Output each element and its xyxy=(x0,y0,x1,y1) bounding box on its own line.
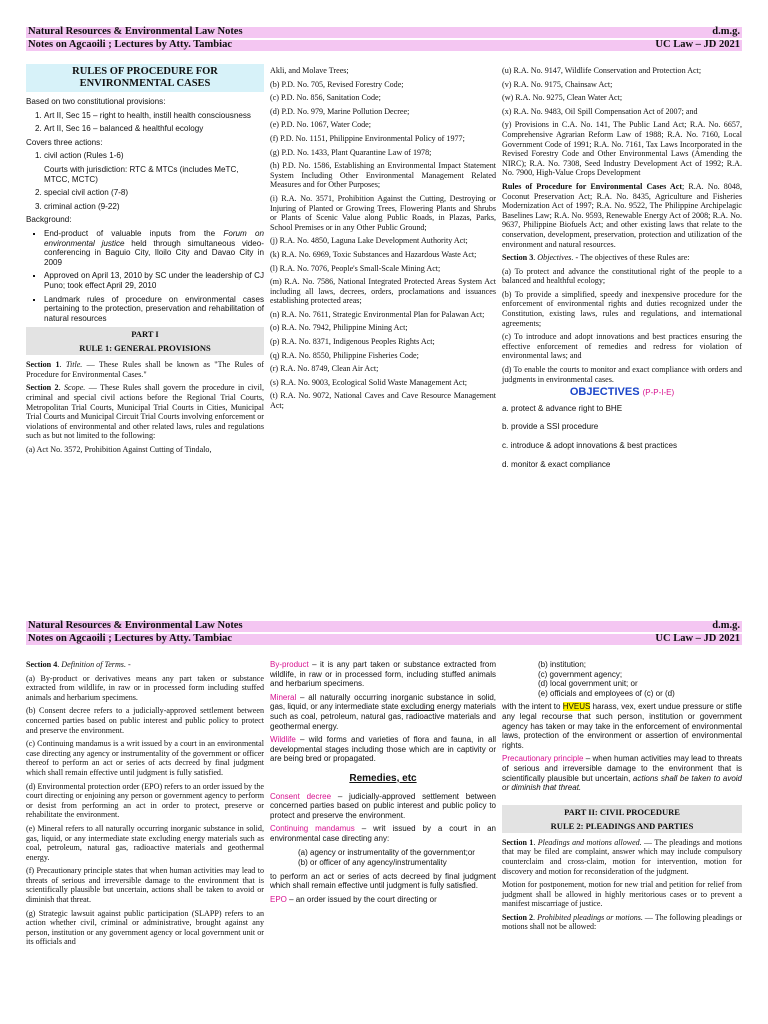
mineral-note: Mineral – all naturally occurring inorganic substance in solid, gas, liquid, or any intermediate state excluding energy materials such as coal, petroleum, natural gas, radioactive materials and geothermal energy. xyxy=(270,692,496,731)
basis-item: 2. Art II, Sec 16 – balanced & healthful ecology xyxy=(44,124,264,134)
background-item: ▪ Landmark rules of procedure on environmental cases pertaining to the protection, preservation and rehabilitation of natural resources xyxy=(44,295,264,324)
objective-item: (c) To introduce and adopt innovations and best practices ensuring the effective enforcement of remedies and redress for violation of environmental laws; and xyxy=(502,332,742,361)
law-item: Akli, and Molave Trees; xyxy=(270,66,349,75)
mandamus-note: Continuing mandamus – writ issued by a court in an environmental case directing any: xyxy=(270,824,497,843)
action-item: 2. special civil action (7-8) xyxy=(44,188,264,198)
actions-list xyxy=(26,151,264,211)
summary-item: c. introduce & adopt innovations & best practices xyxy=(502,441,678,450)
column-1 xyxy=(26,660,264,951)
law-item: (p) R.A. No. 8371, Indigenous Peoples Rights Act; xyxy=(270,337,435,347)
section-3: Section 3. Objectives. - The objectives of these Rules are: xyxy=(502,253,690,263)
background-item: ▪ Approved on April 13, 2010 by SC under the leadership of CJ Puno; took effect April 29, 2010 xyxy=(44,271,264,290)
part-heading: PART II: CIVIL PROCEDURE xyxy=(502,805,742,819)
definition-item: (e) Mineral refers to all naturally occurring inorganic substance in solid, gas, liquid, or any intermediate state excluding energy materials such as coal, petroleum, natural gas, radioactive materials and geothermal energy. xyxy=(26,823,264,862)
definition-item: (f) Precautionary principle states that when human activities may lead to threats of serious and irreversible damage to the environment that is scientifically plausible but uncertain, actions shall be taken to avoid or diminish that threat. xyxy=(26,866,264,905)
header-source: Notes on Agcaoili ; Lectures by Atty. Tambiac xyxy=(28,39,232,50)
objectives-heading: OBJECTIVES (P-P-I-E) xyxy=(569,386,675,399)
header-course: Natural Resources & Environmental Law Notes xyxy=(28,26,243,37)
hveus-highlight: HVEUS xyxy=(562,702,591,712)
slapp-item: (b) institution; xyxy=(538,660,587,669)
objective-item: (b) To provide a simplified, speedy and inexpensive procedure for the enforcement of environmental rights and duties recognized under the Constitution, existing laws, rules and regulations, and international agreements; xyxy=(502,289,742,328)
summary-item: d. monitor & exact compliance xyxy=(502,459,611,469)
law-item: (o) R.A. No. 7942, Philippine Mining Act; xyxy=(270,323,408,333)
law-item: (j) R.A. No. 4850, Laguna Lake Development Authority Act; xyxy=(270,236,468,246)
law-item: (s) R.A. No. 9003, Ecological Solid Waste Management Act; xyxy=(270,377,468,387)
rule2-section-1-para2: Motion for postponement, motion for new trial and petition for relief from judgment shall be allowed in highly meritorious cases or to prevent a manifest miscarriage of justice. xyxy=(502,880,742,909)
law-item: (q) R.A. No. 8550, Philippine Fisheries Code; xyxy=(270,350,419,360)
jurisdiction-note: Courts with jurisdiction: RTC & MTCs (includes MeTC, MTCC, MCTC) xyxy=(44,164,239,184)
basis-intro: Based on two constitutional provisions: xyxy=(26,97,166,106)
background-list xyxy=(26,229,264,323)
header-school: UC Law – JD 2021 xyxy=(655,39,740,50)
law-item: (d) P.D. No. 979, Marine Pollution Decree; xyxy=(270,106,410,116)
covers-intro: Covers three actions: xyxy=(26,137,103,147)
slapp-item: (e) officials and employees of (c) or (d) xyxy=(538,688,675,698)
action-item: 3. criminal action (9-22) xyxy=(44,202,264,212)
law-item: (w) R.A. No. 9275, Clean Water Act; xyxy=(502,93,623,103)
background-item: ▪ End-product of valuable inputs from the Forum on environmental justice held through simultaneous video-conferencing in Baguio City, Iloilo City and Davao City in 2009 xyxy=(44,229,264,267)
objectives-tag: (P-P-I-E) xyxy=(642,388,675,398)
section-4: Section 4. Definition of Terms. - xyxy=(26,660,131,669)
slapp-item: (c) government agency; xyxy=(538,669,623,679)
mandamus-item: (a) agency or instrumentality of the government;or xyxy=(298,847,475,857)
column-3 xyxy=(502,66,742,478)
part-2-block xyxy=(502,805,742,932)
background-label: Background: xyxy=(26,215,72,225)
slapp-list xyxy=(502,660,742,698)
intro-block xyxy=(26,97,264,323)
mandamus-after: to perform an act or series of acts decreed by final judgment which shall remain effective until judgment is fully satisfied. xyxy=(270,871,496,891)
section-2: Section 2. Scope. — These Rules shall govern the procedure in civil, criminal and special civil actions before the Regional Trial Courts, Metropolitan Trial Courts, Municipal Trial Courts in Cities, Municipal Trial Courts and Municipal Circuit Trial Courts involving enforcement or violations of environmental and other related laws, rules and regulations such as but not limited to the following: xyxy=(26,383,265,441)
objective-item: (a) To protect and advance the constitutional right of the people to a balanced and healthful ecology; xyxy=(502,266,742,286)
header-initials: d.m.g. xyxy=(712,620,740,631)
header-course: Natural Resources & Environmental Law Notes xyxy=(28,620,243,631)
law-item: (h) P.D. No. 1586, Establishing an Environmental Impact Statement System Including Other Environmental Management Related Measures and for Other Purposes; xyxy=(270,161,496,190)
law-item: (t) R.A. No. 9072, National Caves and Cave Resource Management Act; xyxy=(270,391,496,411)
column-3 xyxy=(502,660,742,936)
definition-item: (a) By-product or derivatives means any part taken or substance extracted from wildlife, in raw or in processed form including stuffed animals and herbarium specimens. xyxy=(26,673,264,702)
action-item: 1. civil action (Rules 1-6) Courts with jurisdiction: RTC & MTCs (includes MeTC, MTCC, MCTC) xyxy=(44,151,264,184)
epo-note: EPO – an order issued by the court directing or xyxy=(270,894,437,904)
law-item: (y) Provisions in C.A. No. 141, The Public Land Act; R.A. No. 6657, Comprehensive Agrarian Reform Law of 1988; R.A. No. 7160, Local Government Code of 1991; R.A. No. 7161, Tax Laws Incorporated in the Revised Forestry Code and Other Environmental Laws (Amending the NIRC); R.A. No. 7308, Seed Industry Development Act of 1992; R.A. No. 7900, High-Value Crops Development xyxy=(502,120,742,178)
page-header xyxy=(26,25,742,53)
rule-heading: RULE 1: GENERAL PROVISIONS xyxy=(26,341,264,355)
objective-item: (d) To enable the courts to monitor and exact compliance with orders and judgments in environmental cases. xyxy=(502,365,742,384)
remedies-heading: Remedies, etc xyxy=(349,772,417,784)
consent-note: Consent decree – judicially-approved settlement between concerned parties based on public interest and public policy to protect and preserve the environment. xyxy=(270,791,497,820)
basis-list xyxy=(26,111,264,134)
section-1: Section 1. Title. — These Rules shall be known as "The Rules of Procedure for Environmental Cases." xyxy=(26,360,264,379)
page-header xyxy=(26,619,742,647)
column-1 xyxy=(26,64,264,459)
part-heading: PART I xyxy=(26,327,264,341)
definition-item: (b) Consent decree refers to a judicially-approved settlement between concerned parties based on public interest and public policy to protect and preserve the environment. xyxy=(26,706,264,735)
page-2 xyxy=(0,614,768,1024)
objectives-summary xyxy=(502,404,742,469)
column-2 xyxy=(270,66,496,415)
slapp-intent: with the intent to HVEUS harass, vex, exert undue pressure or stifle any legal recourse that such person, institution or government agency has taken or may take in the enforcement of environmental laws, protection of the environment or assertion of environmental rights. xyxy=(502,702,742,750)
law-item: (n) R.A. No. 7611, Strategic Environmental Plan for Palawan Act; xyxy=(270,309,485,319)
law-item: (r) R.A. No. 8749, Clean Air Act; xyxy=(270,364,379,374)
law-item: (u) R.A. No. 9147, Wildlife Conservation and Protection Act; xyxy=(502,66,702,75)
basis-item: 1. Art II, Sec 15 – right to health, instill health consciousness xyxy=(44,111,264,121)
header-initials: d.m.g. xyxy=(712,26,740,37)
definition-item: (g) Strategic lawsuit against public participation (SLAPP) refers to an action whether civil, criminal or administrative, brought against any person, institution or any government agency or local government unit or its officials and xyxy=(26,908,264,947)
summary-item: a. protect & advance right to BHE xyxy=(502,403,623,413)
byproduct-note: By-product – it is any part taken or substance extracted from wildlife, in raw or in processed form, including stuffed animals and herbarium specimens. xyxy=(270,660,496,689)
mandamus-item: (b) or officer of any agency/instrumentality xyxy=(298,858,447,868)
rule2-section-2: Section 2. Prohibited pleadings or motions. — The following pleadings or motions shall not be allowed: xyxy=(502,912,743,932)
column-2 xyxy=(270,660,496,908)
law-item: (a) Act No. 3572, Prohibition Against Cutting of Tindalo, xyxy=(26,445,212,455)
rules-act: Rules of Procedure for Environmental Cases Act; R.A. No. 8048, Coconut Preservation Act; R.A. No. 8435, Agriculture and Fisheries Modernization Act of 1997; R.A. No. 9522, The Philippine Archipelagic Baselines Law; R.A. No. 9593, Renewable Energy Act of 2008; R.A. No. 9637, Philippine Biofuels Act; and other existing laws that relate to the conservation, development, preservation, protection and utilization of the environment and natural resources. xyxy=(502,181,742,249)
header-school: UC Law – JD 2021 xyxy=(655,633,740,644)
wildlife-note: Wildlife – wild forms and varieties of flora and fauna, in all developmental stages including those which are in captivity or are being bred or propagated. xyxy=(270,735,496,764)
law-item: (x) R.A. No. 9483, Oil Spill Compensation Act of 2007; and xyxy=(502,106,698,116)
law-item: (c) P.D. No. 856, Sanitation Code; xyxy=(270,93,381,103)
definition-item: (d) Environmental protection order (EPO) refers to an order issued by the court directing or enjoining any person or government agency to perform or desist from performing an act in order to protect, preserve or rehabilitate the environment. xyxy=(26,781,265,820)
definition-item: (c) Continuing mandamus is a writ issued by a court in an environmental case directing any agency or instrumentality of the government or officer thereof to perform an act or series of acts decreed by final judgment which shall remain effective until judgment is fully satisfied. xyxy=(26,739,264,777)
law-item: (m) R.A. No. 7586, National Integrated Protected Areas System Act including all laws, decrees, orders, proclamations and issuances establishing protected areas; xyxy=(270,277,496,306)
slapp-item: (d) local government unit; or xyxy=(538,679,638,689)
law-item: (e) P.D. No. 1067, Water Code; xyxy=(270,120,372,130)
rule-heading: RULE 2: PLEADINGS AND PARTIES xyxy=(502,819,742,833)
summary-item: b. provide a SSI procedure xyxy=(502,422,599,432)
precautionary-note: Precautionary principle – when human activities may lead to threats of serious and irreversible damage to the environment that is scientifically plausible but uncertain, actions shall be taken to avoid or diminish that threat. xyxy=(502,754,743,793)
law-item: (b) P.D. No. 705, Revised Forestry Code; xyxy=(270,79,404,89)
rules-title: RULES OF PROCEDURE FOR ENVIRONMENTAL CASES xyxy=(26,64,264,92)
law-item: (f) P.D. No. 1151, Philippine Environmental Policy of 1977; xyxy=(270,133,465,143)
law-item: (i) R.A. No. 3571, Prohibition Against the Cutting, Destroying or Injuring of Planted or Growing Trees, Flowering Plants and Shrubs or Plants of Scenic Value along Public Roads, in Plazas, Parks, School Premises or in any Other Public Ground; xyxy=(270,193,496,232)
rule2-section-1: Section 1. Pleadings and motions allowed. — The pleadings and motions that may be filed are complaint, answer which may include compulsory counterclaim and cross-claim, motion for intervention, motion for discovery and motion for reconsideration of the judgment. xyxy=(502,837,742,876)
law-item: (k) R.A. No. 6969, Toxic Substances and Hazardous Waste Act; xyxy=(270,249,477,259)
law-item: (v) R.A. No. 9175, Chainsaw Act; xyxy=(502,79,613,89)
header-source: Notes on Agcaoili ; Lectures by Atty. Tambiac xyxy=(28,633,232,644)
law-item: (g) P.D. No. 1433, Plant Quarantine Law of 1978; xyxy=(270,147,432,157)
law-item: (l) R.A. No. 7076, People's Small-Scale Mining Act; xyxy=(270,263,441,273)
